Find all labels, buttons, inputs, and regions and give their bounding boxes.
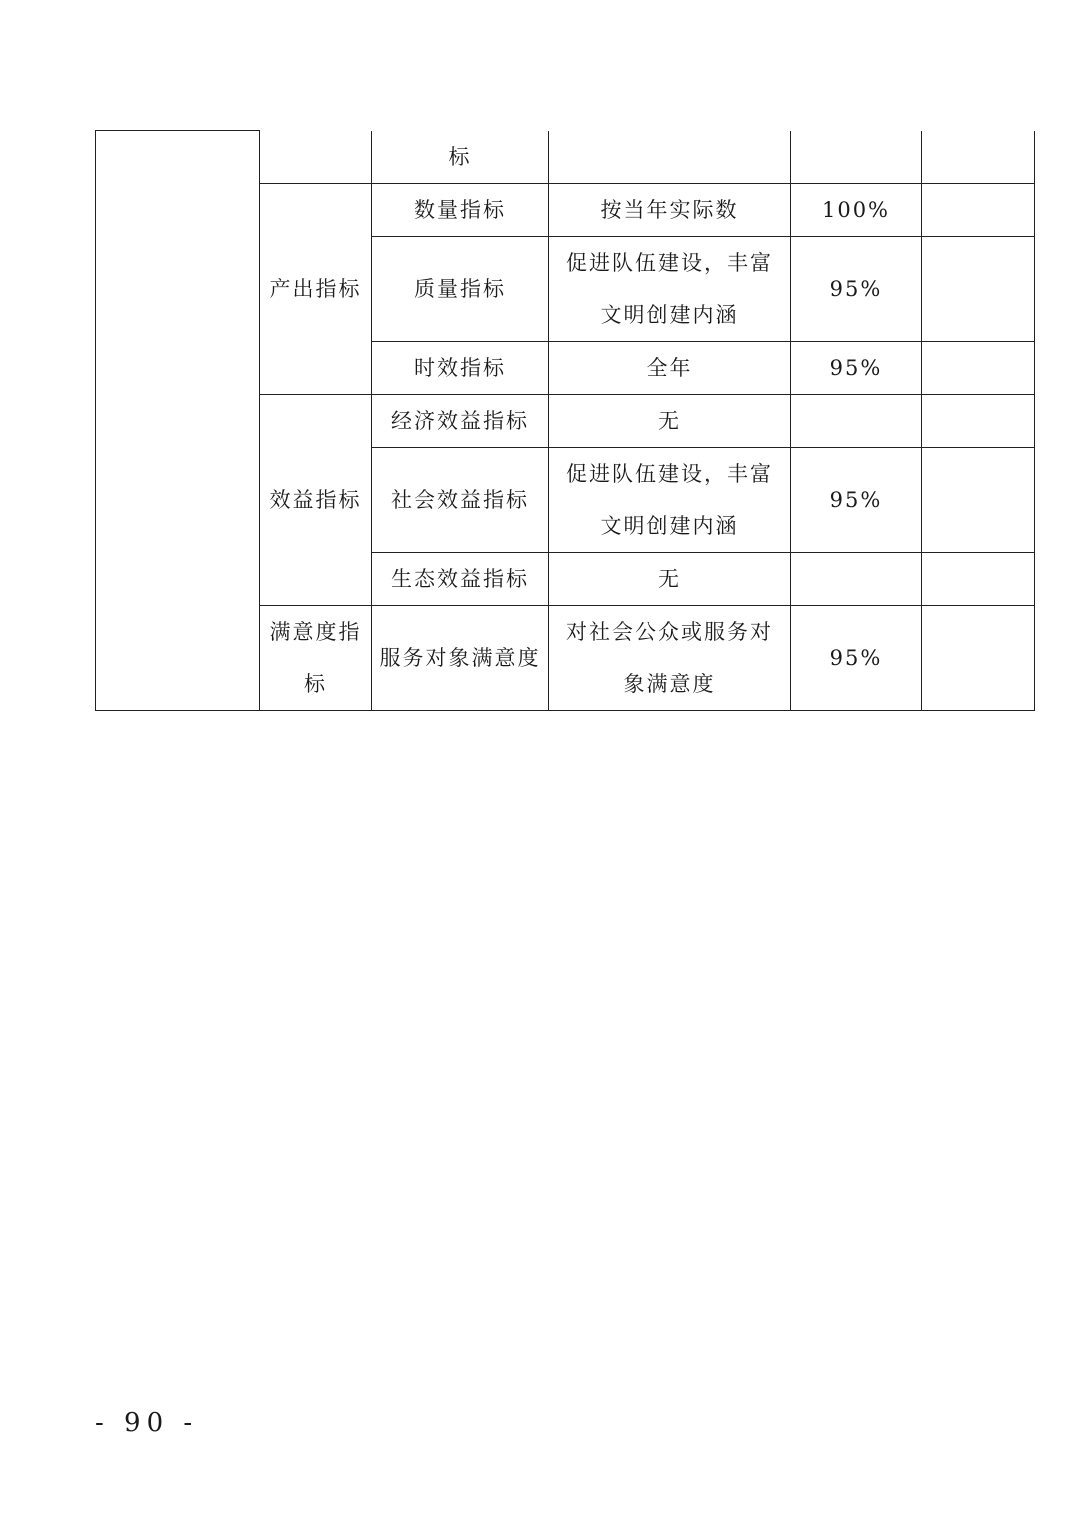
second-level-indicator: 产出指标: [260, 184, 372, 395]
indicator-value: 全年: [549, 342, 791, 395]
indicator-note: [922, 342, 1035, 395]
indicator-score: 95%: [791, 342, 922, 395]
indicator-note: [922, 237, 1035, 342]
indicator-note: [922, 606, 1035, 711]
third-level-indicator: 服务对象满意度: [372, 606, 549, 711]
third-level-indicator: 时效指标: [372, 342, 549, 395]
indicator-value: 促进队伍建设，丰富文明创建内涵: [549, 237, 791, 342]
indicator-note: [922, 184, 1035, 237]
indicator-value: 促进队伍建设，丰富文明创建内涵: [549, 448, 791, 553]
third-level-cell-continuation: 标: [372, 131, 549, 184]
note-cell-continuation: [922, 131, 1035, 184]
third-level-indicator: 数量指标: [372, 184, 549, 237]
indicator-value: 对社会公众或服务对象满意度: [549, 606, 791, 711]
second-level-cell-continuation: [260, 131, 372, 184]
indicator-score: [791, 395, 922, 448]
indicator-value: 无: [549, 395, 791, 448]
indicator-note: [922, 553, 1035, 606]
performance-indicator-table: [95, 130, 1035, 711]
third-level-indicator: 生态效益指标: [372, 553, 549, 606]
indicator-note: [922, 395, 1035, 448]
indicator-note: [922, 448, 1035, 553]
second-level-indicator: 效益指标: [260, 395, 372, 606]
indicator-value: 无: [549, 553, 791, 606]
table-row-continuation: [96, 131, 1035, 184]
indicator-score: 95%: [791, 448, 922, 553]
value-cell-continuation: [549, 131, 791, 184]
first-level-indicator-cell: [96, 131, 260, 711]
third-level-indicator: 社会效益指标: [372, 448, 549, 553]
page-number: - 90 -: [95, 1408, 199, 1438]
indicator-score: 95%: [791, 606, 922, 711]
second-level-indicator: 满意度指标: [260, 606, 372, 711]
indicator-score: 100%: [791, 184, 922, 237]
score-cell-continuation: [791, 131, 922, 184]
indicator-score: 95%: [791, 237, 922, 342]
third-level-indicator: 质量指标: [372, 237, 549, 342]
indicator-score: [791, 553, 922, 606]
indicator-value: 按当年实际数: [549, 184, 791, 237]
third-level-indicator: 经济效益指标: [372, 395, 549, 448]
